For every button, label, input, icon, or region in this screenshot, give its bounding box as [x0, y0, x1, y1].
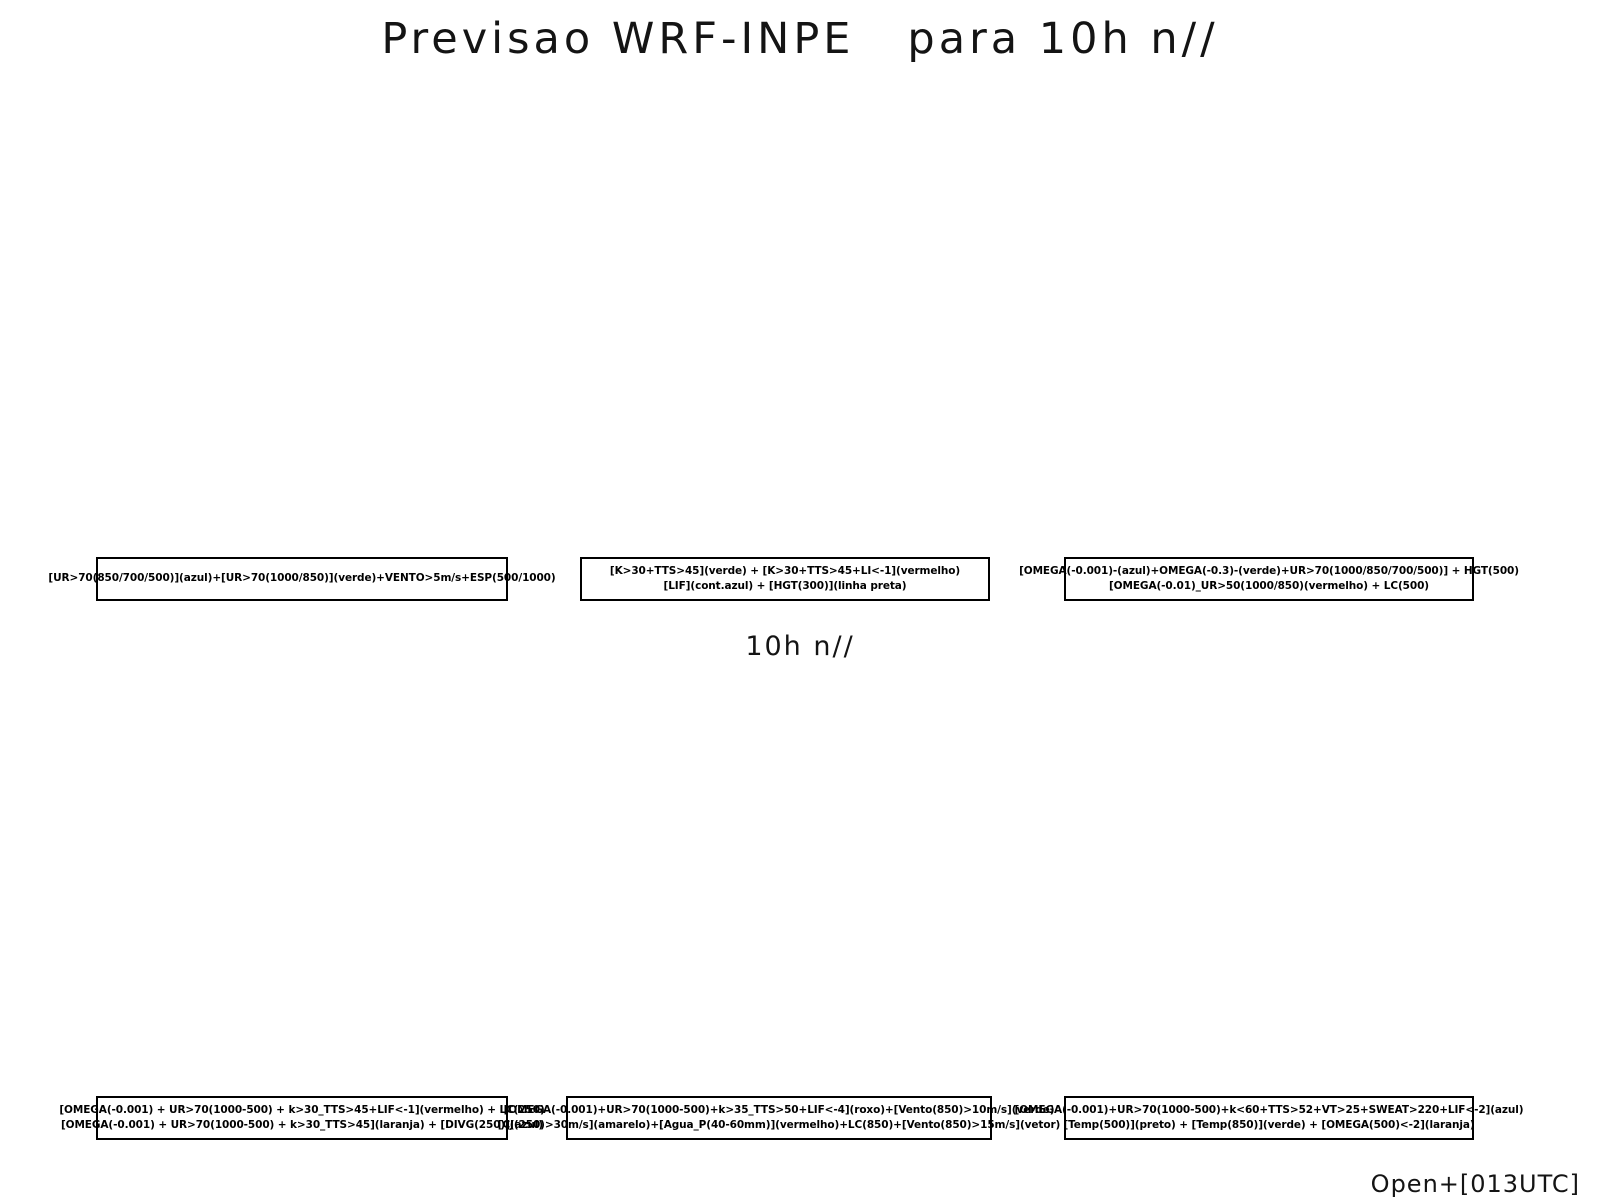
legend-box-top-center	[580, 557, 990, 601]
legend-line: [OMEGA(-0.001)-(azul)+OMEGA(-0.3)-(verde)+UR>70(1000/850/700/500)] + HGT(500)	[1019, 564, 1519, 577]
mid-caption: 10h n//	[745, 631, 855, 662]
corner-stamp: Open+[013UTC]	[1370, 1170, 1580, 1198]
legend-box-bottom-right	[1014, 1096, 1524, 1140]
legend-line: [OMEGA(-0.001)+UR>70(1000-500)+k>35_TTS>50+LIF<-4](roxo)+[Vento(850)>10m/s](verde)	[503, 1103, 1055, 1116]
legend-line: [OMEGA(-0.001)+UR>70(1000-500)+k<60+TTS>52+VT>25+SWEAT>220+LIF<-2](azul)	[1014, 1103, 1524, 1116]
legend-line: [OMEGA(-0.001) + UR>70(1000-500) + k>30_TTS>45](laranja) + [DIVG(250)](azul)	[60, 1119, 544, 1131]
legend-box-bottom-center	[497, 1096, 1061, 1140]
legend-line: [LIF](cont.azul) + [HGT(300)](linha preta)	[663, 580, 907, 592]
legend-box-top-right	[1019, 557, 1519, 601]
page-title: Previsao WRF-INPE para 10h n//	[381, 14, 1219, 64]
legend-line: [UR>70(850/700/500)](azul)+[UR>70(1000/850)](verde)+VENTO>5m/s+ESP(500/1000)	[48, 572, 556, 585]
legend-line: [Temp(500)](preto) + [Temp(850)](verde) + [OMEGA(500)<-2](laranja)	[1063, 1119, 1475, 1131]
legend-line: [OMEGA(-0.001) + UR>70(1000-500) + k>30_TTS>45+LIF<-1](vermelho) + LC(250)	[59, 1103, 545, 1116]
legend-box-bottom-left	[59, 1096, 545, 1140]
legend-box-top-left	[48, 557, 556, 601]
legend-line: [OMEGA(-0.01)_UR>50(1000/850)(vermelho) + LC(500)	[1108, 580, 1429, 592]
legend-line: [CJ(250)>30m/s](amarelo)+[Agua_P(40-60mm)](vermelho)+LC(850)+[Vento(850)>15m/s](vetor)	[497, 1119, 1061, 1131]
legend-line: [K>30+TTS>45](verde) + [K>30+TTS>45+LI<-1](vermelho)	[609, 564, 961, 577]
